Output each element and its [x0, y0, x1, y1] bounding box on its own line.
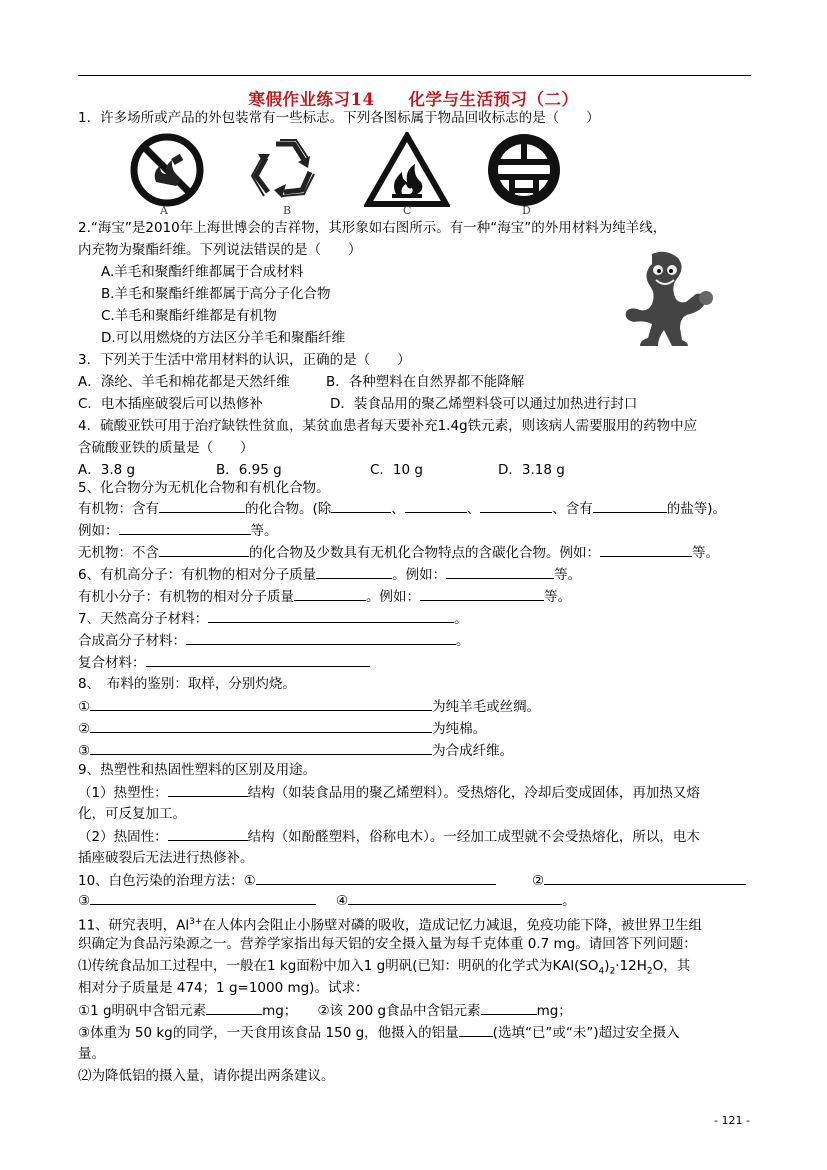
blank[interactable] — [159, 542, 249, 557]
q7-natural-line — [78, 608, 468, 629]
q7-end: 。 — [454, 611, 468, 627]
blank[interactable] — [90, 696, 432, 711]
q10-n2: ② — [532, 873, 545, 889]
blank[interactable] — [90, 718, 432, 733]
q5-organic-d: 的盐等)。 — [666, 501, 727, 517]
q4-option-d: D．3.18 g — [498, 462, 565, 478]
q2-option-a: A.羊毛和聚酯纤维都属于合成材料 — [101, 264, 304, 280]
q3-stem: 3．下列关于生活中常用材料的认识，正确的是（ ） — [78, 352, 411, 368]
blank[interactable] — [316, 564, 392, 579]
q3-option-a: A．涤纶、羊毛和棉花都是天然纤维 — [78, 374, 290, 390]
q8-num-3: ③ — [78, 743, 91, 759]
q6-high-c: 等。 — [554, 567, 582, 583]
q10-n3: ③ — [78, 893, 91, 909]
q11-line1-b: 在人体内会阻止小肠壁对磷的吸收，造成记忆力减退，免疫功能下降，被世界卫生组 — [202, 917, 702, 934]
blank[interactable] — [90, 890, 316, 905]
q4-line1: 4．硫酸亚铁可用于治疗缺铁性贫血，某贫血患者每天要补充1.4g铁元素，则该病人需要服用的药物中应 — [78, 418, 698, 434]
q11-line5-b: mg； ②该 200 g食品中含铝元素 — [262, 1003, 481, 1019]
blank[interactable] — [593, 498, 667, 513]
q11-sub: 2 — [646, 966, 653, 977]
blank[interactable] — [294, 586, 366, 601]
blank[interactable] — [420, 586, 544, 601]
blank[interactable] — [90, 740, 432, 755]
q5-inorganic-b: 的化合物及少数具有无机化合物特点的含碳化合物。例如： — [249, 545, 600, 561]
q8-result-1: 为纯羊毛或丝绸。 — [432, 699, 541, 715]
q11-line7: 量。 — [78, 1046, 105, 1062]
q6-high-line — [78, 564, 581, 585]
icon-label-d: D — [522, 204, 531, 217]
q10-stem: 10、白色污染的治理方法：① — [78, 873, 256, 889]
q6-low-c: 等。 — [544, 589, 571, 605]
q10-end: 。 — [562, 893, 576, 909]
q10-line1 — [78, 870, 496, 891]
q9-stem: 9、热塑性和热固性塑料的区别及用途。 — [78, 762, 317, 778]
q11-line3-d: O，其 — [652, 958, 691, 974]
flammable-warning-icon — [364, 132, 450, 208]
q10-item2 — [532, 870, 746, 891]
icon-label-b: B — [283, 204, 292, 217]
blank[interactable] — [206, 1000, 262, 1015]
q8-stem: 8、 布料的鉴别：取样，分别灼烧。 — [78, 676, 296, 692]
circle-symbol-icon — [484, 132, 564, 210]
q11-line3-b: ) — [604, 958, 610, 974]
q9-p1-line — [78, 782, 700, 803]
q9-p2-a: （2）热固性： — [78, 829, 168, 845]
q11-line4: 相对分子质量是 474；1 g=1000 mg)。试求： — [78, 980, 369, 996]
q2-line2: 内充物为聚酯纤维。下列说法错误的是（ ） — [78, 242, 362, 258]
q2-option-d: D.可以用燃烧的方法区分羊毛和聚酯纤维 — [101, 330, 346, 346]
q5-stem: 5、化合物分为无机化合物和有机化合物。 — [78, 480, 330, 496]
q5-sep2: 、 — [466, 501, 481, 517]
icon-label-c: C — [403, 204, 412, 217]
q5-organic-c: 、含有 — [552, 501, 593, 517]
blank[interactable] — [348, 890, 562, 905]
q11-al-charge: 3+ — [189, 917, 203, 927]
blank[interactable] — [481, 1000, 537, 1015]
q4-option-b: B．6.95 g — [216, 462, 282, 478]
q7-end: 。 — [456, 633, 470, 649]
q11-line3-c: ·12H — [615, 958, 647, 974]
q11-line5-a: ①1 g明矾中含铝元素 — [78, 1003, 207, 1019]
q10-item3 — [78, 890, 316, 911]
q3-option-d: D．装食品用的聚乙烯塑料袋可以通过加热进行封口 — [330, 396, 638, 412]
q4-option-a: A．3.8 g — [78, 462, 136, 478]
q8-num-1: ① — [78, 699, 91, 715]
q9-p1-a: （1）热塑性： — [78, 785, 168, 801]
q6-high-b: 。例如： — [392, 567, 447, 583]
q8-num-2: ② — [78, 721, 91, 737]
blank[interactable] — [600, 542, 692, 557]
q11-line1-a: 11、研究表明，Al — [78, 917, 190, 934]
q2-option-c: C.羊毛和聚酯纤维都是有机物 — [101, 308, 277, 324]
q11-line6-b: (选填“已”或“未”)超过安全摄入 — [492, 1025, 680, 1041]
q5-organic-line — [78, 498, 726, 519]
q9-p2-line — [78, 826, 700, 847]
q9-p2-c: 插座破裂后无法进行热修补。 — [78, 850, 254, 866]
q7-composite: 复合材料： — [78, 655, 146, 671]
blank[interactable] — [544, 870, 746, 885]
q1-stem: 1．许多场所或产品的外包装常有一些标志。下列各图标属于物品回收标志的是（ ） — [78, 110, 600, 126]
q9-p1-b: 结构（如装食品用的聚乙烯塑料）。受热熔化，冷却后变成固体，再加热又熔 — [247, 785, 700, 801]
blank[interactable] — [256, 870, 496, 885]
q10-item4 — [336, 890, 576, 911]
q11-line5 — [78, 1000, 572, 1021]
q6-low-a: 有机小分子：有机物的相对分子质量 — [78, 589, 294, 605]
q5-inorganic-c: 等。 — [692, 545, 719, 561]
q6-high-a: 6、有机高分子：有机物的相对分子质量 — [78, 567, 317, 583]
blank[interactable] — [331, 498, 391, 513]
blank[interactable] — [119, 520, 251, 535]
blank[interactable] — [168, 826, 248, 841]
q8-item-2 — [78, 718, 486, 739]
q9-p1-c: 化，可反复加工。 — [78, 806, 186, 822]
q6-low-line — [78, 586, 571, 607]
page-number: - 121 - — [714, 1114, 750, 1127]
q5-example-b: 等。 — [250, 523, 278, 539]
no-fire-icon — [128, 132, 206, 208]
blank[interactable] — [168, 782, 248, 797]
blank[interactable] — [446, 564, 554, 579]
q8-result-3: 为合成纤维。 — [432, 743, 514, 759]
q11-line2: 织确定为食品污染源之一。营养学家指出每天铝的安全摄入量为每千克体重 0.7 mg。请回答下列问题： — [78, 936, 697, 952]
q5-organic-a: 有机物：含有 — [78, 501, 159, 517]
q4-option-c: C．10 g — [370, 462, 423, 478]
q6-low-b: 。例如： — [366, 589, 420, 605]
q8-item-3 — [78, 740, 513, 761]
q11-line1 — [78, 912, 702, 936]
q7-synthetic: 合成高分子材料： — [78, 633, 186, 649]
q11-line3-a: ⑴传统食品加工过程中，一般在1 kg面粉中加入1 g明矾(已知：明矾的化学式为KAl(SO — [78, 958, 599, 974]
q2-line1: 2.“海宝”是2010年上海世博会的吉祥物，其形象如右图所示。有一种“海宝”的外用材料为纯羊线， — [78, 220, 667, 236]
q5-inorganic-a: 无机物：不含 — [78, 545, 159, 561]
q8-result-2: 为纯棉。 — [432, 721, 487, 737]
header-rule — [78, 75, 751, 76]
blank[interactable] — [480, 498, 552, 513]
q8-item-1 — [78, 696, 540, 717]
q11-sub: 4 — [598, 966, 605, 977]
blank[interactable] — [159, 498, 245, 513]
q3-option-b: B．各种塑料在自然界都不能降解 — [326, 374, 525, 390]
q7-synthetic-line — [78, 630, 470, 651]
q5-example-a: 例如： — [78, 523, 119, 539]
q11-line6-a: ③体重为 50 kg的同学，一天食用该食品 150 g，他摄入的铝量 — [78, 1025, 459, 1041]
q3-option-c: C．电木插座破裂后可以热修补 — [78, 396, 263, 412]
q7-composite-line — [78, 652, 370, 673]
q10-n4: ④ — [336, 893, 349, 909]
q4-line2: 含硫酸亚铁的质量是（ ） — [78, 440, 254, 456]
mascot-image — [612, 248, 716, 348]
q5-organic-b: 的化合物。(除 — [245, 501, 332, 517]
q5-example-line — [78, 520, 278, 541]
blank[interactable] — [208, 608, 454, 623]
q9-p2-b: 结构（如酚醛塑料，俗称电木）。一经加工成型就不会受热熔化，所以，电木 — [247, 829, 700, 845]
page-title: 寒假作业练习14 化学与生活预习（二） — [248, 90, 579, 109]
blank[interactable] — [146, 652, 370, 667]
q7-natural: 7、天然高分子材料： — [78, 611, 209, 627]
blank[interactable] — [186, 630, 456, 645]
q11-line8: ⑵为降低铝的摄入量，请你提出两条建议。 — [78, 1068, 335, 1084]
q2-option-b: B.羊毛和聚酯纤维都属于高分子化合物 — [101, 286, 331, 302]
icon-label-a: A — [160, 204, 168, 217]
q5-inorganic-line — [78, 542, 719, 563]
blank[interactable] — [459, 1022, 493, 1037]
q11-line6 — [78, 1022, 680, 1043]
q11-sub: 2 — [609, 966, 616, 977]
recycle-icon — [246, 132, 326, 208]
q11-line5-c: mg； — [536, 1003, 572, 1019]
blank[interactable] — [405, 498, 467, 513]
q5-sep1: 、 — [391, 501, 405, 517]
